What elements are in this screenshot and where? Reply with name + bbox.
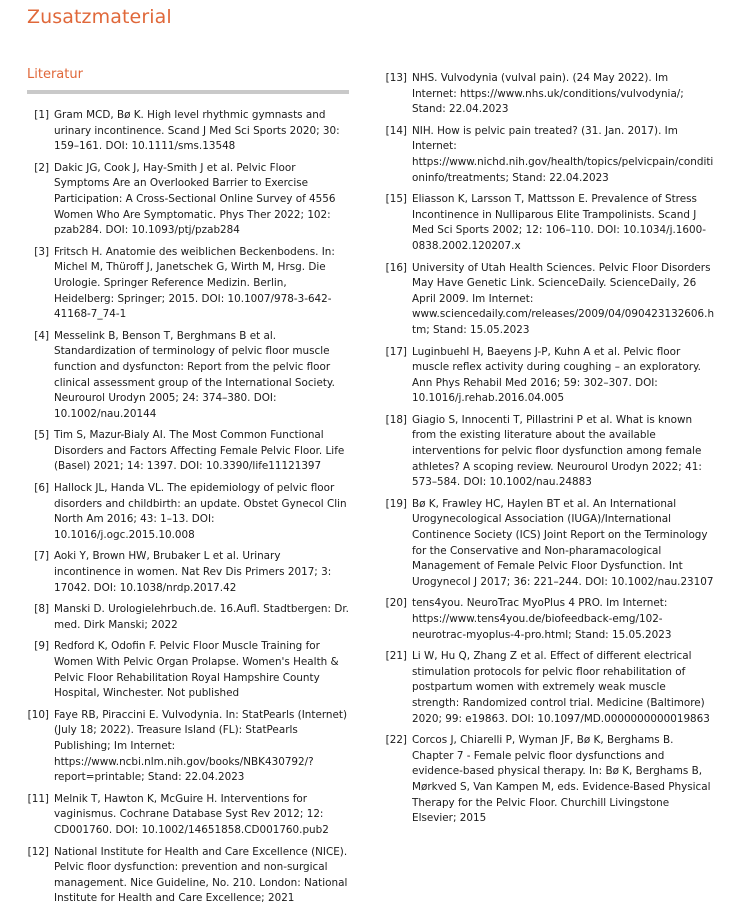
reference-text: Manski D. Urologielehrbuch.de. 16.Aufl. Stadtbergen: Dr. med. Dirk Manski; 2022 bbox=[54, 603, 349, 631]
reference-item bbox=[27, 108, 349, 155]
reference-item bbox=[27, 428, 349, 475]
reference-text: Luginbuehl H, Baeyens J-P, Kuhn A et al. Pelvic floor muscle reflex activity during coughing – an exploratory. Ann Phys Rehabil Med 2016; 59: 302–307. DOI: 10.1016/j.rehab.2016.04.005 bbox=[412, 345, 701, 405]
reference-number: [14] bbox=[385, 124, 407, 137]
reference-text: Hallock JL, Handa VL. The epidemiology of pelvic floor disorders and childbirth: an update. Obstet Gynecol Clin North Am 2016; 43: 1–13. DOI: 10.1016/j.ogc.2015.10.008 bbox=[54, 482, 347, 541]
reference-text: Li W, Hu Q, Zhang Z et al. Effect of different electrical stimulation protocols for pelvic floor rehabilitation of postpartum women with extremely weak muscle strength: Randomized control trial. Medicine (Baltimore) 2020; 99: e19863. DOI: 10.1097/MD.0000000000019863 bbox=[412, 650, 710, 725]
reference-text: Bø K, Frawley HC, Haylen BT et al. An International Urogynecological Association (IUGA)/International Continence Society (ICS) Joint Report on the Terminology for the Conservative and Non-pharamacological Management of Female Pelvic Floor Dysfunction. Int Urogynecol J 2017; 36: 221–244. DOI: 10.1002/nau.23107 bbox=[412, 497, 714, 588]
reference-number: [7] bbox=[34, 550, 49, 563]
reference-text: Melnik T, Hawton K, McGuire H. Interventions for vaginismus. Cochrane Database Syst Rev 2012; 12: CD001760. DOI: 10.1002/14651858.CD001760.pub2 bbox=[54, 792, 329, 836]
reference-text: Redford K, Odofin F. Pelvic Floor Muscle Training for Women With Pelvic Organ Prolapse. Women's Health & Pelvic Floor Rehabilitation Royal Hampshire County Hospital, Winchester. Not published bbox=[54, 640, 339, 700]
reference-item bbox=[27, 845, 349, 907]
reference-text: Gram MCD, Bø K. High level rhythmic gymnasts and urinary incontinence. Scand J Med Sci Sports 2020; 30: 159–161. DOI: 10.1111/sms.13548 bbox=[54, 109, 340, 153]
reference-text: Faye RB, Piraccini E. Vulvodynia. In: StatPearls (Internet) (July 18; 2022). Treasure Island (FL): StatPearls Publishing; Im Internet: https://www.ncbi.nlm.nih.gov/books/NBK430792/?report=printable; Stand: 22.04.2023 bbox=[54, 708, 348, 784]
reference-text: NHS. Vulvodynia (vulval pain). (24 May 2022). Im Internet: https://www.nhs.uk/conditions/vulvodynia/; Stand: 22.04.2023 bbox=[412, 72, 684, 116]
reference-number: [2] bbox=[34, 161, 49, 174]
reference-number: [15] bbox=[385, 193, 407, 206]
reference-number: [10] bbox=[27, 708, 49, 721]
reference-item bbox=[27, 639, 349, 701]
reference-text: National Institute for Health and Care Excellence (NICE). Pelvic floor dysfunction: prevention and non-surgical management. Nice Guideline, No. 210. London: National Institute for Health and Care Excellence; 2021 bbox=[54, 845, 348, 905]
reference-text: tens4you. NeuroTrac MyoPlus 4 PRO. Im Internet: https://www.tens4you.de/biofeedback-emg/102-neurotrac-myoplus-4-pro.html; Stand: 15.05.2023 bbox=[412, 597, 672, 641]
reference-text: Dakic JG, Cook J, Hay-Smith J et al. Pelvic Floor Symptoms Are an Overlooked Barrier to Exercise Participation: A Cross-Sectional Online Survey of 4556 Women Who Are Symptomatic. Phys Ther 2022; 102: pzab284. DOI: 10.1093/ptj/pzab284 bbox=[54, 161, 336, 237]
reference-item bbox=[385, 345, 715, 407]
reference-number: [18] bbox=[385, 413, 407, 426]
reference-number: [22] bbox=[385, 734, 407, 747]
reference-item bbox=[27, 245, 349, 323]
reference-number: [6] bbox=[34, 482, 49, 495]
reference-number: [5] bbox=[34, 429, 49, 442]
reference-item bbox=[385, 649, 715, 727]
reference-item bbox=[27, 708, 349, 786]
reference-text: NIH. How is pelvic pain treated? (31. Jan. 2017). Im Internet: https://www.nichd.nih.gov/health/topics/pelvicpain/conditioninfo/treatments; Stand: 22.04.2023 bbox=[412, 124, 714, 184]
reference-text: Tim S, Mazur-Bialy AI. The Most Common Functional Disorders and Factors Affecting Female Pelvic Floor. Life (Basel) 2021; 14: 1397. DOI: 10.3390/life11121397 bbox=[54, 429, 345, 473]
reference-item bbox=[27, 481, 349, 543]
reference-item bbox=[27, 602, 349, 633]
reference-item bbox=[385, 71, 715, 118]
reference-item bbox=[27, 329, 349, 423]
reference-item bbox=[385, 413, 715, 491]
reference-item bbox=[27, 161, 349, 239]
page-title: Zusatzmaterial bbox=[27, 6, 172, 28]
reference-text: University of Utah Health Sciences. Pelvic Floor Disorders May Have Genetic Link. ScienceDaily. ScienceDaily, 26 April 2009. Im Internet: www.sciencedaily.com/releases/2009/04/090423132606.htm; Stand: 15.05.2023 bbox=[412, 261, 715, 336]
reference-list-left bbox=[27, 108, 349, 913]
reference-number: [4] bbox=[34, 329, 49, 342]
reference-item bbox=[27, 549, 349, 596]
reference-number: [8] bbox=[34, 603, 49, 616]
reference-text: Fritsch H. Anatomie des weiblichen Beckenbodens. In: Michel M, Thüroff J, Janetschek G, Wirth M, Hrsg. Die Urologie. Springer Reference Medizin. Berlin, Heidelberg: Springer; 2015. DOI: 10.1007/978-3-642-41168-7_74-1 bbox=[54, 245, 335, 321]
reference-number: [21] bbox=[385, 650, 407, 663]
reference-item bbox=[385, 192, 715, 254]
section-divider bbox=[27, 90, 349, 94]
reference-text: Corcos J, Chiarelli P, Wyman JF, Bø K, Berghams B. Chapter 7 - Female pelvic floor dysfunctions and evidence-based physical therapy. In: Bø K, Berghams B, Mørkved S, Van Kampen M, eds. Evidence-Based Physical Therapy for the Pelvic Floor. Churchill Livingstone Elsevier; 2015 bbox=[412, 734, 711, 825]
reference-number: [20] bbox=[385, 597, 407, 610]
reference-number: [3] bbox=[34, 245, 49, 258]
reference-number: [17] bbox=[385, 345, 407, 358]
reference-number: [13] bbox=[385, 72, 407, 84]
reference-number: [1] bbox=[34, 109, 49, 121]
reference-text: Giagio S, Innocenti T, Pillastrini P et al. What is known from the existing literature about the available interventions for pelvic floor dysfunction among female athletes? A scoping review. Neurourol Urodyn 2022; 41: 573–584. DOI: 10.1002/nau.24883 bbox=[412, 413, 702, 489]
reference-item bbox=[385, 733, 715, 827]
reference-number: [19] bbox=[385, 497, 407, 510]
reference-text: Messelink B, Benson T, Berghmans B et al. Standardization of terminology of pelvic floor muscle function and dysfuncton: Report from the pelvic floor clinical assessment group of the International Society. Neurourol Urodyn 2005; 24: 374–380. DOI: 10.1002/nau.20144 bbox=[54, 329, 335, 420]
reference-item bbox=[385, 124, 715, 186]
reference-item bbox=[27, 792, 349, 839]
reference-item bbox=[385, 596, 715, 643]
reference-text: Eliasson K, Larsson T, Mattsson E. Prevalence of Stress Incontinence in Nulliparous Elite Trampolinists. Scand J Med Sci Sports 2002; 12: 106–110. DOI: 10.1034/j.1600-0838.2002.120207.x bbox=[412, 193, 707, 252]
reference-number: [16] bbox=[385, 261, 407, 274]
reference-number: [9] bbox=[34, 640, 49, 653]
reference-number: [11] bbox=[27, 792, 49, 805]
reference-number: [12] bbox=[27, 845, 49, 858]
reference-text: Aoki Y, Brown HW, Brubaker L et al. Urinary incontinence in women. Nat Rev Dis Primers 2017; 3: 17042. DOI: 10.1038/nrdp.2017.42 bbox=[54, 550, 332, 594]
reference-list-right bbox=[385, 71, 715, 833]
section-heading: Literatur bbox=[27, 67, 83, 82]
reference-item bbox=[385, 497, 715, 591]
reference-item bbox=[385, 261, 715, 339]
